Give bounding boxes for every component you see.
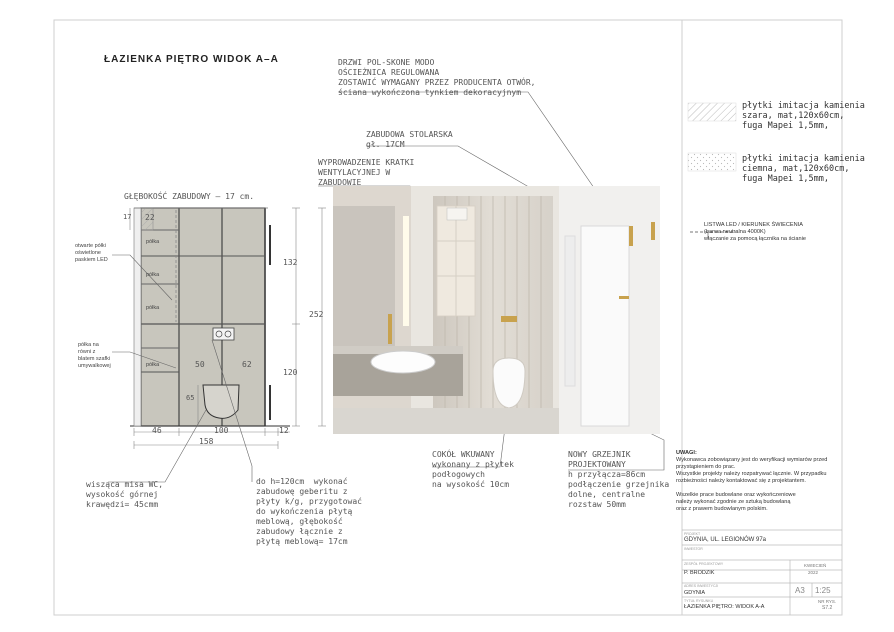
- tb-date-label: KWIECIEŃ: [804, 563, 827, 568]
- dim-46: 46: [152, 426, 162, 435]
- note-open-shelves: otwarte półki oświetlone paskiem LED: [75, 243, 108, 263]
- tb-drawing-no: S7.2: [822, 605, 833, 611]
- dim-12: 12: [279, 426, 289, 435]
- tb-format: A3: [795, 586, 805, 595]
- callout-carpentry: ZABUDOWA STOLARSKA gł. 17CM: [366, 130, 453, 149]
- tb-designer-label: ZESPÓŁ PROJEKTOWY: [684, 562, 724, 566]
- legend-swatch-dots: [688, 153, 736, 171]
- tb-location-label: ADRES INWESTYCJI: [684, 584, 719, 588]
- dim-22: 22: [145, 213, 155, 222]
- shelf-label: półka: [146, 362, 160, 368]
- tb-drawing-no-label: NR RYS.: [818, 599, 837, 604]
- callout-radiator: NOWY GRZEJNIK PROJEKTOWANY h przyłącza=86cm podłączenie grzejnika dolne, centralne rozstaw 50mm: [568, 450, 670, 509]
- bathroom-render: [333, 186, 660, 434]
- tb-location: GDYNIA: [684, 590, 706, 596]
- legend-item: LISTWA LED / KIERUNEK ŚWIECENIA (barwa neutralna 4000K) włączanie za pomocą łącznika na ścianie: [704, 222, 806, 242]
- tb-sheet-title: ŁAZIENKA PIĘTRO: WIDOK A-A: [684, 604, 765, 610]
- drawing-title: ŁAZIENKA PIĘTRO WIDOK A–A: [104, 54, 279, 65]
- notes-body: Wykonawca zobowiązany jest do weryfikacji wymiarów przed przystąpieniem do prac. Wszystkie projekty należy rozpatrywać łącznie. W przypadku rozbieżności należy kontaktować się z projektantem. Wszelkie prace budowlane oraz wykończeniowe należy wykonać zgodnie ze sztuką budowlaną oraz z prawem budowlanym polskim.: [676, 457, 828, 512]
- tb-sheet-title-label: TYTUŁ RYSUNKU: [684, 599, 714, 603]
- tb-year: 2022: [808, 570, 819, 575]
- dim-65: 65: [186, 394, 195, 402]
- dim-17: 17: [123, 213, 132, 221]
- dim-158: 158: [199, 437, 214, 446]
- dim-132: 132: [283, 258, 298, 267]
- tb-investor-label: INWESTOR: [684, 547, 703, 551]
- note-shelf-level: półka na równi z blatem szafki umywalkowej: [78, 342, 111, 369]
- callout-built-in: do h=120cm wykonać zabudowę geberitu z płyty k/g, przygotować do wykończenia płytą meblową, głębokość zabudowy łącznie z płytą meblową= 17cm: [256, 477, 362, 546]
- shelf-label: półka: [146, 272, 160, 278]
- tb-designer: P. BRODZIK: [684, 570, 715, 576]
- notes-heading: UWAGI:: [676, 450, 697, 456]
- tb-project-label: PROJEKT: [684, 532, 701, 536]
- callout-plinth: COKÓŁ WKUWANY wykonany z płytek podłogowych na wysokość 10cm: [432, 450, 514, 489]
- dim-50: 50: [195, 360, 205, 369]
- shelf-label: półka: [146, 239, 160, 245]
- dim-252: 252: [309, 310, 324, 319]
- tb-address: GDYNIA, UL. LEGIONÓW 97a: [684, 537, 767, 543]
- callout-wc: wisząca misa WC, wysokość górnej krawędzi= 45cmm: [86, 480, 164, 509]
- dim-62: 62: [242, 360, 252, 369]
- legend-swatch-hatch: [688, 103, 736, 121]
- dim-120: 120: [283, 368, 298, 377]
- tb-scale: 1:25: [815, 586, 831, 595]
- callout-vent: WYPROWADZENIE KRATKI WENTYLACYJNEJ W ZABUDOWIE: [318, 158, 415, 187]
- depth-label: GŁĘBOKOŚĆ ZABUDOWY – 17 cm.: [124, 192, 255, 201]
- shelf-label: półka: [146, 305, 160, 311]
- legend-item: płytki imitacja kamienia szara, mat,120x60cm, fuga Mapei 1,5mm,: [742, 101, 865, 131]
- callout-door: DRZWI POL-SKONE MODO OŚCIEŻNICA REGULOWANA ZOSTAWIĆ WYMAGANY PRZEZ PRODUCENTA OTWÓR, ściana wykończona tynkiem dekoracyjnym: [338, 58, 536, 97]
- dim-100: 100: [214, 426, 229, 435]
- legend-item: płytki imitacja kamienia ciemna, mat,120x60cm, fuga Mapei 1,5mm,: [742, 154, 865, 184]
